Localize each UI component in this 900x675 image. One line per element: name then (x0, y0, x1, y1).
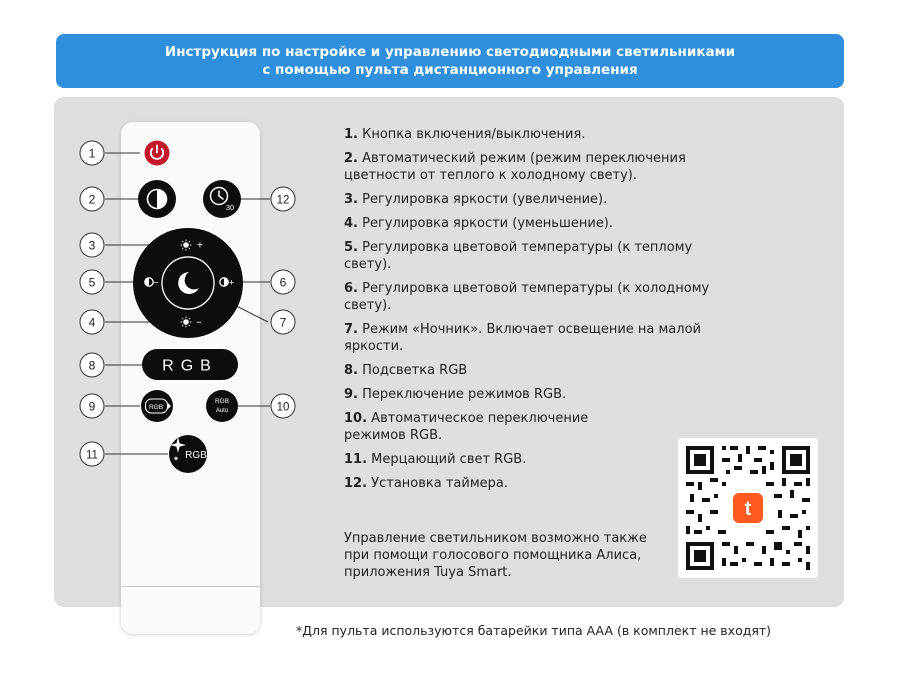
qr-code-graphic (678, 438, 818, 578)
callout-5 (80, 270, 104, 294)
minus-sign: − (153, 277, 159, 288)
svg-text:11: 11 (86, 449, 98, 462)
callout-8 (80, 353, 104, 377)
rgb-switch-button[interactable] (141, 390, 173, 422)
instruction-2: 2. Автоматический режим (режим переключения цветности от теплого к холодному свету). (344, 151, 686, 183)
svg-text:9: 9 (88, 399, 96, 414)
instruction-11: 11. Мерцающий свет RGB. (344, 452, 527, 467)
header-title-line2: с помощью пульта дистанционного управления (262, 62, 638, 78)
plus-sign: + (229, 277, 235, 288)
svg-text:2: 2 (88, 192, 96, 207)
instruction-6: 6. Регулировка цветовой температуры (к холодному свету). (344, 281, 710, 313)
minus-sign: − (196, 317, 202, 329)
instruction-4: 4. Регулировка яркости (уменьшение). (344, 216, 614, 231)
qr-code[interactable] (678, 438, 818, 578)
callout-6 (271, 270, 295, 294)
rgb-label: RGB (162, 357, 218, 375)
callout-2 (80, 187, 104, 211)
callout-9 (80, 394, 104, 418)
svg-text:4: 4 (88, 315, 96, 330)
power-button[interactable] (145, 141, 170, 166)
svg-text:10: 10 (276, 401, 290, 414)
auto-label: Auto (215, 408, 229, 414)
svg-text:1: 1 (88, 146, 96, 161)
callout-1 (80, 141, 104, 165)
rgb-auto-button[interactable] (206, 390, 238, 422)
auto-mode-button[interactable] (138, 180, 176, 218)
instruction-8: 8. Подсветка RGB (344, 363, 468, 378)
instructions-list (344, 126, 724, 499)
instruction-3: 3. Регулировка яркости (увеличение). (344, 192, 608, 207)
timer-button[interactable] (203, 180, 241, 218)
instruction-10: 10. Автоматическое переключение режимов RGB. (344, 411, 589, 443)
timer-label: 30 (225, 203, 235, 212)
battery-footnote: *Для пульта используются батарейки типа AAA (в комплект не входят) (296, 623, 772, 638)
callout-4 (80, 310, 104, 334)
instruction-12: 12. Установка таймера. (344, 476, 508, 491)
svg-text:3: 3 (88, 238, 96, 253)
callout-10 (271, 394, 295, 418)
instruction-1: 1. Кнопка включения/выключения. (344, 127, 586, 142)
instruction-7: 7. Режим «Ночник». Включает освещение на малой яркости. (344, 322, 701, 354)
plus-sign: + (197, 240, 203, 252)
svg-text:8: 8 (88, 358, 96, 373)
rgb-auto-label: RGB (214, 398, 230, 405)
rgb-button[interactable] (142, 349, 238, 380)
instruction-9: 9. Переключение режимов RGB. (344, 387, 567, 402)
voice-assistant-note: Управление светильником возможно также при помощи голосового помощника Алиса, приложения Tuya Smart. (344, 531, 647, 580)
callout-7 (271, 310, 295, 334)
svg-text:5: 5 (88, 275, 96, 290)
tuya-logo-letter: t (744, 498, 752, 520)
callout-11 (80, 442, 104, 466)
callout-12 (271, 187, 295, 211)
svg-text:12: 12 (276, 194, 290, 207)
callout-3 (80, 233, 104, 257)
svg-text:6: 6 (279, 275, 287, 290)
rgb-flicker-label: RGB (185, 450, 207, 461)
tuya-logo-icon (730, 490, 766, 526)
instruction-5: 5. Регулировка цветовой температуры (к теплому свету). (344, 240, 693, 272)
rgb-flicker-button[interactable] (169, 435, 207, 473)
rgb-switch-label: RGB (148, 404, 164, 411)
svg-text:7: 7 (279, 315, 287, 330)
header-title-line1: Инструкция по настройке и управлению светодиодными светильниками (164, 44, 736, 60)
